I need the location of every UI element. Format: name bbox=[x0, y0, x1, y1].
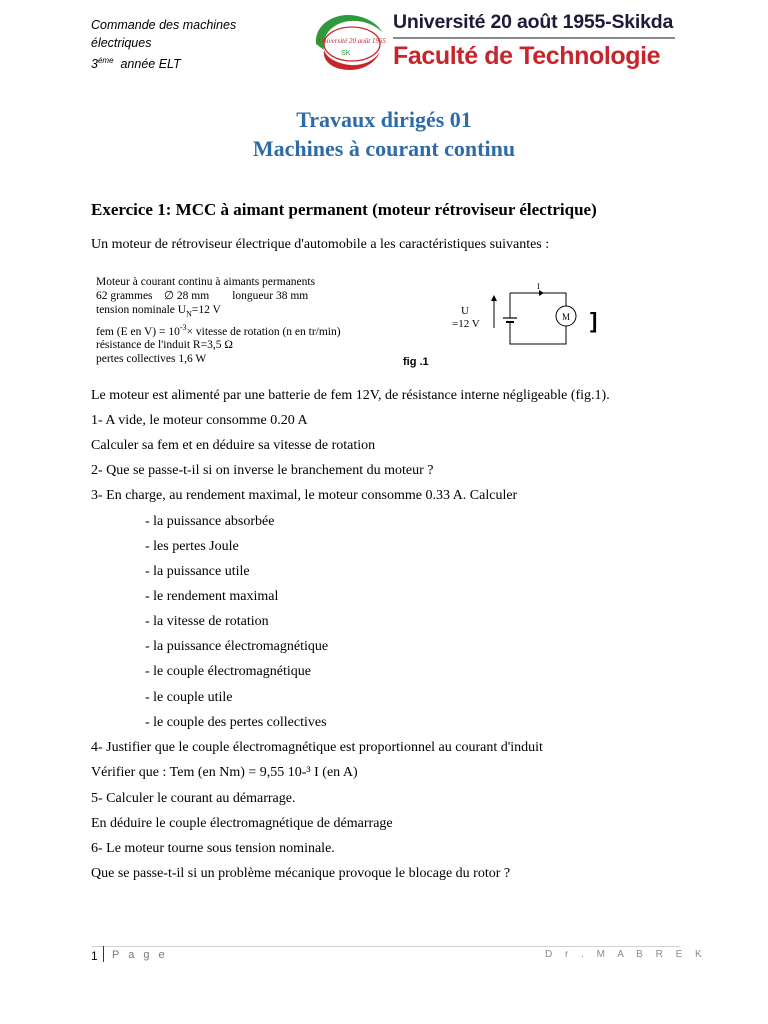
svg-text:=12 V: =12 V bbox=[452, 318, 480, 330]
list-item: - la vitesse de rotation bbox=[145, 614, 269, 629]
question-4-formula: Vérifier que : Tem (en Nm) = 9,55 10-³ I (en A) bbox=[91, 765, 358, 780]
question-2: 2- Que se passe-t-il si on inverse le branchement du moteur ? bbox=[91, 463, 434, 478]
svg-text:M: M bbox=[561, 312, 571, 322]
page-number: 1 bbox=[91, 949, 98, 963]
spec-line: résistance de l'induit R=3,5 Ω bbox=[96, 339, 233, 352]
list-item: - la puissance absorbée bbox=[145, 514, 275, 529]
spec-line: tension nominale $U_N=12$ V bbox=[96, 303, 221, 318]
author-name: D r . M A B R E K bbox=[545, 949, 707, 960]
course-name-line2: électriques bbox=[91, 36, 152, 50]
spec-line: pertes collectives 1,6 W bbox=[96, 353, 207, 366]
footer-divider bbox=[91, 946, 680, 947]
university-name: Université 20 août 1955-Skikda bbox=[393, 11, 674, 33]
list-item: - le couple des pertes collectives bbox=[145, 715, 327, 730]
document-title-line1: Travaux dirigés 01 bbox=[296, 107, 472, 132]
course-name-line1: Commande des machines bbox=[91, 18, 237, 32]
faculty-name: Faculté de Technologie bbox=[393, 42, 661, 70]
university-logo bbox=[308, 10, 390, 74]
spec-line: fem (E en $V) = 10^{-3}\times$ vitesse de rotation (n en tr/min) bbox=[96, 322, 341, 338]
question-6-task: Que se passe-t-il si un problème mécanique provoque le blocage du rotor ? bbox=[91, 866, 511, 881]
list-item: - le couple utile bbox=[145, 690, 233, 705]
svg-text:]: ] bbox=[590, 308, 598, 333]
list-item: - la puissance électromagnétique bbox=[145, 639, 329, 654]
list-item: - les pertes Joule bbox=[145, 539, 239, 554]
document-title-line2: Machines à courant continu bbox=[252, 136, 516, 161]
question-3: 3- En charge, au rendement maximal, le moteur consomme 0.33 A. Calculer bbox=[91, 488, 518, 503]
motor-specifications bbox=[96, 276, 341, 367]
svg-text:Université 20 août 1955: Université 20 août 1955 bbox=[318, 37, 386, 45]
circuit-diagram bbox=[448, 280, 608, 352]
question-4: 4- Justifier que le couple électromagnétique est proportionnel au courant d'induit bbox=[91, 740, 543, 755]
figure-caption: fig .1 bbox=[403, 356, 429, 368]
question-1-task: Calculer sa fem et en déduire sa vitesse de rotation bbox=[91, 438, 376, 453]
list-item: - la puissance utile bbox=[145, 564, 250, 579]
question-5-task: En déduire le couple électromagnétique de démarrage bbox=[91, 816, 393, 831]
list-item: - le couple électromagnétique bbox=[145, 664, 311, 679]
page-label: P a g e bbox=[112, 949, 168, 961]
svg-text:SK: SK bbox=[341, 50, 351, 57]
question-1: 1- A vide, le moteur consomme 0.20 A bbox=[91, 413, 308, 428]
question-5: 5- Calculer le courant au démarrage. bbox=[91, 791, 296, 806]
spec-line: 62 grammes ∅ 28 mm longueur 38 mm bbox=[96, 289, 309, 302]
spec-line: Moteur à courant continu à aimants permanents bbox=[96, 276, 316, 288]
paragraph-battery: Le moteur est alimenté par une batterie de fem 12V, de résistance interne négligeable (fig.1). bbox=[91, 388, 610, 403]
svg-text:U: U bbox=[461, 305, 469, 317]
question-6: 6- Le moteur tourne sous tension nominale. bbox=[91, 841, 335, 856]
svg-text:I: I bbox=[537, 282, 540, 291]
exercise-heading: Exercice 1: MCC à aimant permanent (moteur rétroviseur électrique) bbox=[91, 200, 597, 219]
exercise-intro: Un moteur de rétroviseur électrique d'automobile a les caractéristiques suivantes : bbox=[91, 237, 550, 252]
header-divider bbox=[393, 37, 675, 39]
list-item: - le rendement maximal bbox=[145, 589, 279, 604]
course-header bbox=[91, 16, 291, 73]
course-year: $3^{éme}$ année ELT bbox=[91, 56, 181, 72]
footer-separator bbox=[103, 946, 104, 962]
